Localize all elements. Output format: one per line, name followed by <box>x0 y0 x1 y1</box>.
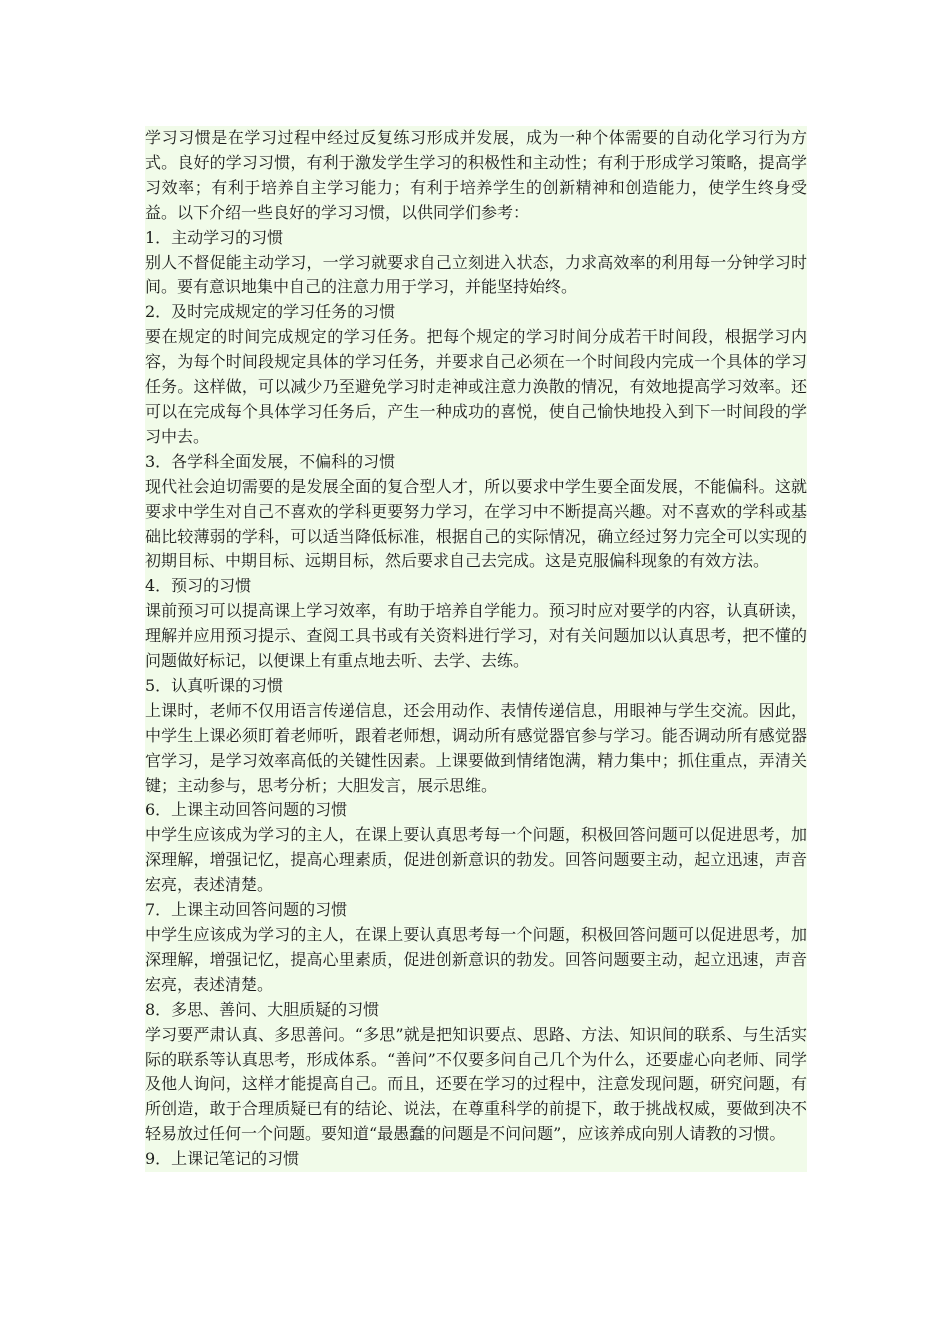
section-body-8: 学习要严肃认真、多思善问。“多思”就是把知识要点、思路、方法、知识间的联系、与生活实际的联系等认真思考，形成体系。“善问”不仅要多问自己几个为什么，还要虚心向老师、同学及他人询问，这样才能提高自己。而且，还要在学习的过程中，注意发现问题，研究问题，有所创造，敢于合理质疑已有的结论、说法，在尊重科学的前提下，敢于挑战权威，要做到决不轻易放过任何一个问题。要知道“最愚蠢的问题是不问问题”，应该养成向别人请教的习惯。 <box>145 1024 807 1144</box>
document-text-block <box>145 126 807 1172</box>
section-heading-2: 2．及时完成规定的学习任务的习惯 <box>145 302 396 322</box>
section-body-5: 上课时，老师不仅用语言传递信息，还会用动作、表情传递信息，用眼神与学生交流。因此，中学生上课必须盯着老师听，跟着老师想，调动所有感觉器官参与学习。能否调动所有感觉器官学习，是学习效率高低的关键性因素。上课要做到情绪饱满，精力集中；抓住重点，弄清关键；主动参与，思考分析；大胆发言，展示思维。 <box>145 700 807 795</box>
section-heading-6: 6．上课主动回答问题的习惯 <box>145 800 348 820</box>
section-heading-9: 9．上课记笔记的习惯 <box>145 1149 300 1169</box>
section-body-6: 中学生应该成为学习的主人，在课上要认真思考每一个问题，积极回答问题可以促进思考，加深理解，增强记忆，提高心理素质，促进创新意识的勃发。回答问题要主动，起立迅速，声音宏亮，表述清楚。 <box>145 825 807 895</box>
section-body-7: 中学生应该成为学习的主人，在课上要认真思考每一个问题，积极回答问题可以促进思考，加深理解，增强记忆，提高心里素质，促进创新意识的勃发。回答问题要主动，起立迅速，声音宏亮，表述清楚。 <box>145 925 807 994</box>
section-body-1: 别人不督促能主动学习，一学习就要求自己立刻进入状态，力求高效率的利用每一分钟学习时间。要有意识地集中自己的注意力用于学习，并能坚持始终。 <box>145 252 807 297</box>
section-heading-1: 1．主动学习的习惯 <box>145 227 284 247</box>
section-body-3: 现代社会迫切需要的是发展全面的复合型人才，所以要求中学生要全面发展，不能偏科。这就要求中学生对自己不喜欢的学科更要努力学习，在学习中不断提高兴趣。对不喜欢的学科或基础比较薄弱的学科，可以适当降低标准，根据自己的实际情况，确立经过努力完全可以实现的初期目标、中期目标、远期目标，然后要求自己去完成。这是克服偏科现象的有效方法。 <box>145 476 807 571</box>
section-heading-4: 4．预习的习惯 <box>145 576 252 596</box>
intro-paragraph: 学习习惯是在学习过程中经过反复练习形成并发展，成为一种个体需要的自动化学习行为方式。良好的学习习惯，有利于激发学生学习的积极性和主动性；有利于形成学习策略，提高学习效率；有利于培养自主学习能力；有利于培养学生的创新精神和创造能力，使学生终身受益。以下介绍一些良好的学习习惯，以供同学们参考： <box>145 128 807 222</box>
section-heading-5: 5．认真听课的习惯 <box>145 675 284 695</box>
section-heading-8: 8．多思、善问、大胆质疑的习惯 <box>145 999 380 1019</box>
section-body-2: 要在规定的时间完成规定的学习任务。把每个规定的学习时间分成若干时间段，根据学习内容，为每个时间段规定具体的学习任务，并要求自己必须在一个时间段内完成一个具体的学习任务。这样做，可以减少乃至避免学习时走神或注意力涣散的情况，有效地提高学习效率。还可以在完成每个具体学习任务后，产生一种成功的喜悦，使自己愉快地投入到下一时间段的学习中去。 <box>145 327 807 446</box>
section-heading-7: 7．上课主动回答问题的习惯 <box>145 900 348 920</box>
section-heading-3: 3．各学科全面发展，不偏科的习惯 <box>145 451 396 471</box>
section-body-4: 课前预习可以提高课上学习效率，有助于培养自学能力。预习时应对要学的内容，认真研读，理解并应用预习提示、查阅工具书或有关资料进行学习，对有关问题加以认真思考，把不懂的问题做好标记，以便课上有重点地去听、去学、去练。 <box>145 601 807 671</box>
